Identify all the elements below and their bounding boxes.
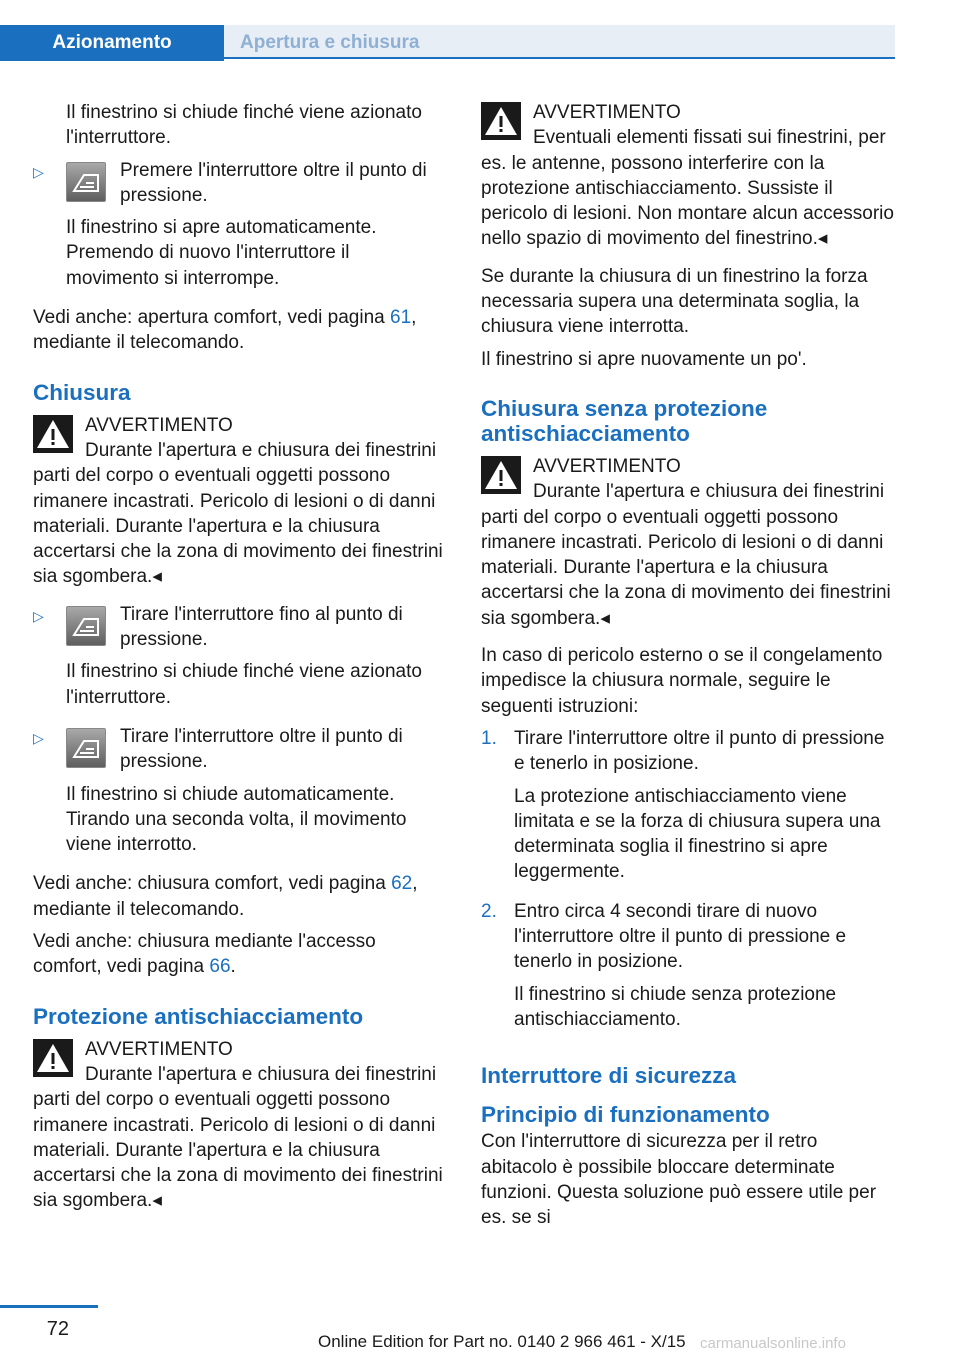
warning-triangle-icon — [481, 456, 521, 494]
page-link[interactable]: 62 — [391, 873, 413, 895]
edition-note: Online Edition for Part no. 0140 2 966 461 - X/15 — [318, 1332, 686, 1351]
warning-triangle-icon — [481, 102, 521, 140]
watermark: carmanualsonline.info — [700, 1335, 846, 1352]
subsection-tab: Apertura e chiusura — [224, 25, 895, 59]
warning-title: AVVERTIMENTO — [85, 414, 233, 436]
paragraph: Il finestrino si chiude finché viene azionato l'interruttore. — [66, 102, 422, 149]
step-label: Tirare l'interruttore oltre il punto di pressione. — [120, 725, 403, 773]
page-link[interactable]: 66 — [209, 956, 231, 978]
step-item — [33, 602, 447, 717]
left-column — [33, 100, 447, 1222]
warning-text: Durante l'apertura e chiusura dei finestrini parti del corpo o eventuali oggetti possono rimanere incastrati. Pericolo di lesioni o di danni materiali. Durante l'apertura e la chiusura accertarsi che la zona di movimento dei finestrini sia sgombera.◂ — [33, 439, 443, 588]
list-item — [481, 726, 896, 892]
list-number: 2. — [481, 900, 497, 922]
window-switch-icon — [66, 606, 106, 646]
window-switch-icon — [66, 162, 106, 202]
heading-principio: Principio di funzionamento — [481, 1102, 770, 1128]
heading-protezione: Protezione antischiacciamento — [33, 1003, 364, 1029]
page-header — [0, 25, 895, 61]
warning-block — [33, 1037, 447, 1214]
warning-title: AVVERTIMENTO — [533, 102, 681, 123]
paragraph: Il finestrino si apre nuovamente un po'. — [481, 348, 807, 370]
triangle-bullet-icon: ▷ — [33, 163, 44, 180]
see-also: Vedi anche: chiusura comfort, vedi pagina 62, mediante il telecomando. — [33, 873, 418, 920]
warning-block — [481, 454, 896, 631]
warning-title: AVVERTIMENTO — [85, 1038, 233, 1060]
warning-triangle-icon — [33, 1039, 73, 1077]
list-result: Il finestrino si chiude senza protezione antischiacciamento. — [514, 983, 837, 1030]
step-item — [33, 724, 447, 864]
list-result: La protezione antischiacciamento viene limitata e se la forza di chiusura supera una determinata soglia il finestrino si apre leggermente. — [514, 785, 881, 883]
step-result: Il finestrino si chiude automaticamente. Tirando una seconda volta, il movimento viene interrotto. — [66, 783, 407, 856]
triangle-bullet-icon: ▷ — [33, 607, 44, 624]
list-item — [481, 899, 896, 1039]
footer-rule — [0, 1305, 98, 1308]
warning-triangle-icon — [33, 415, 73, 453]
step-label: Tirare l'interruttore fino al punto di pressione. — [120, 603, 403, 651]
warning-title: AVVERTIMENTO — [533, 455, 681, 477]
warning-text: Eventuali elementi fissati sui finestrini, per es. le antenne, possono interferire con la protezione antischiacciamento. Sussiste il pericolo di lesioni. Non montare alcun accessorio nello spazio di movimento del finestrino.◂ — [481, 127, 894, 250]
see-also: Vedi anche: chiusura mediante l'accesso comfort, vedi pagina 66. — [33, 931, 376, 978]
step-result: Il finestrino si chiude finché viene azionato l'interruttore. — [66, 661, 422, 708]
paragraph: In caso di pericolo esterno o se il congelamento impedisce la chiusura normale, seguire le seguenti istruzioni: — [481, 645, 883, 717]
page-link[interactable]: 61 — [390, 307, 412, 329]
warning-text: Durante l'apertura e chiusura dei finestrini parti del corpo o eventuali oggetti possono rimanere incastrati. Pericolo di lesioni o di danni materiali. Durante l'apertura e la chiusura accertarsi che la zona di movimento dei finestrini sia sgombera.◂ — [33, 1063, 443, 1212]
step-item — [33, 158, 447, 298]
list-text: Entro circa 4 secondi tirare di nuovo l'interruttore oltre il punto di pressione e tenerlo in posizione. — [514, 900, 847, 973]
page-number: 72 — [46, 1318, 69, 1340]
paragraph: Con l'interruttore di sicurezza per il retro abitacolo è possibile bloccare determinate funzioni. Questa soluzione può essere utile per es. se si — [481, 1131, 877, 1229]
heading-interruttore: Interruttore di sicurezza — [481, 1063, 737, 1089]
heading-senza-protezione: Chiusura senza protezione antischiacciamento — [481, 395, 768, 446]
heading-chiusura: Chiusura — [33, 379, 131, 405]
window-switch-icon — [66, 728, 106, 768]
triangle-bullet-icon: ▷ — [33, 729, 44, 746]
paragraph: Se durante la chiusura di un finestrino la forza necessaria supera una determinata soglia, la chiusura viene interrotta. — [481, 265, 868, 338]
list-number: 1. — [481, 727, 497, 749]
see-also: Vedi anche: apertura comfort, vedi pagina 61, mediante il telecomando. — [33, 307, 417, 354]
right-column — [481, 100, 896, 1237]
section-tab: Azionamento — [0, 25, 224, 61]
warning-block — [33, 413, 447, 590]
warning-block — [481, 100, 896, 252]
list-text: Tirare l'interruttore oltre il punto di pressione e tenerlo in posizione. — [514, 727, 885, 775]
warning-text: Durante l'apertura e chiusura dei finestrini parti del corpo o eventuali oggetti possono rimanere incastrati. Pericolo di lesioni o di danni materiali. Durante l'apertura e la chiusura accertarsi che la zona di movimento dei finestrini sia sgombera.◂ — [481, 481, 891, 629]
step-label: Premere l'interruttore oltre il punto di pressione. — [120, 159, 427, 206]
step-result: Il finestrino si apre automaticamente. Premendo di nuovo l'interruttore il movimento si interrompe. — [66, 217, 377, 289]
